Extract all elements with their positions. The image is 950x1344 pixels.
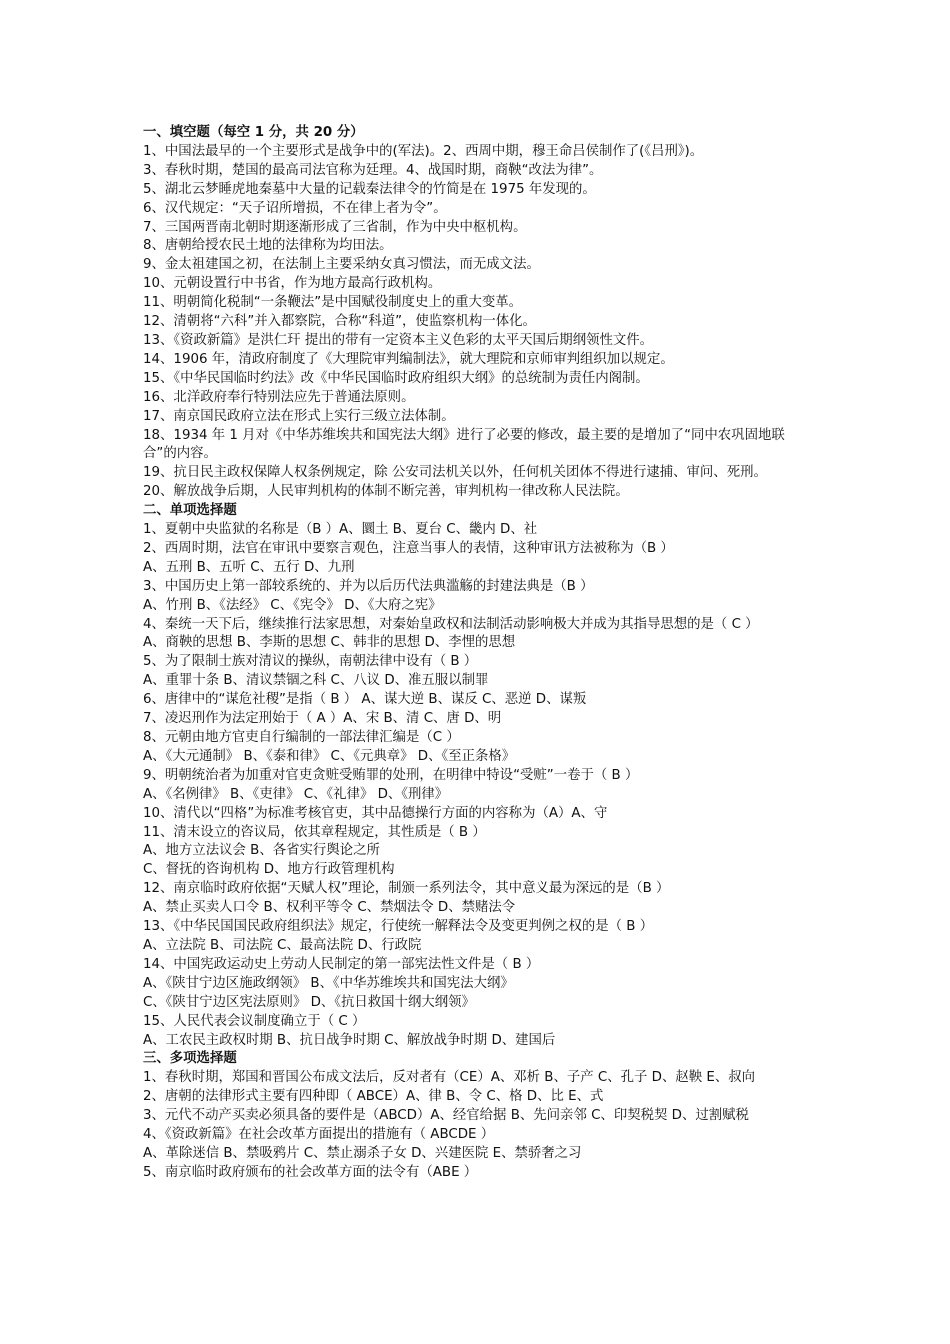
text-line: 20、解放战争后期，人民审判机构的体制不断完善，审判机构一律改称人民法院。 [143,484,629,500]
text-line: A、《陕甘宁边区施政纲领》 B、《中华苏维埃共和国宪法大纲》 [143,975,514,991]
text-line: A、重罪十条 B、清议禁锢之科 C、八议 D、准五服以制罪 [143,673,489,689]
text-line: 3、春秋时期，楚国的最高司法官称为廷理。4、战国时期，商鞅“改法为律”。 [143,162,603,178]
text-line: 12、清朝将“六科”并入都察院，合称“科道”，使监察机构一体化。 [143,314,536,330]
text-line: 5、南京临时政府颁布的社会改革方面的法令有（ABE ） [143,1164,478,1180]
text-line: 10、清代以“四格”为标准考核官吏，其中品德操行方面的内容称为（A）A、守 [143,805,608,821]
text-line: 3、中国历史上第一部较系统的、并为以后历代法典滥觞的封建法典是（B ） [143,578,594,594]
section-heading: 三、多项选择题 [143,1051,237,1067]
text-line: 6、唐律中的“谋危社稷”是指（ B ） A、谋大逆 B、谋反 C、恶逆 D、谋叛 [143,692,587,708]
text-line: 1、中国法最早的一个主要形式是战争中的(军法)。2、西周中期，穆王命吕侯制作了(《吕刑》)。 [143,143,704,159]
text-line: 9、金太祖建国之初，在法制上主要采纳女真习惯法，而无成文法。 [143,257,540,273]
text-line: 11、明朝简化税制“一条鞭法”是中国赋役制度史上的重大变革。 [143,295,523,311]
text-line: 13、《中华民国国民政府组织法》规定，行使统一解释法令及变更判例之权的是（ B ） [143,919,654,935]
text-line: A、地方立法议会 B、各省实行舆论之所 [143,843,380,859]
text-line: A、革除迷信 B、禁吸鸦片 C、禁止溺杀子女 D、兴建医院 E、禁骄奢之习 [143,1145,582,1161]
text-line: 18、1934 年 1 月对《中华苏维埃共和国宪法大纲》进行了必要的修改，最主要的是增加了“同中农巩固地联合”的内容。 [143,427,785,462]
text-line: 1、春秋时期，郑国和晋国公布成文法后，反对者有（CE）A、邓析 B、子产 C、孔子 D、赵鞅 E、叔向 [143,1070,756,1086]
text-line: 7、三国两晋南北朝时期逐渐形成了三省制，作为中央中枢机构。 [143,219,527,235]
text-line: 13、《资政新篇》是洪仁玕 提出的带有一定资本主义色彩的太平天国后期纲领性文件。 [143,332,654,348]
text-line: 19、抗日民主政权保障人权条例规定，除 公安司法机关以外，任何机关团体不得进行逮捕、审问、死刑。 [143,465,767,481]
text-line: 4、《资政新篇》在社会改革方面提出的措施有（ ABCDE ） [143,1127,495,1143]
text-line: 6、汉代规定：“天子诏所增损，不在律上者为令”。 [143,200,447,216]
text-line: 1、夏朝中央监狱的名称是（B ）A、圜土 B、夏台 C、畿内 D、社 [143,522,538,538]
text-line: A、五刑 B、五听 C、五行 D、九刑 [143,559,355,575]
text-line: A、《大元通制》 B、《泰和律》 C、《元典章》 D、《至正条格》 [143,748,516,764]
text-line: A、工农民主政权时期 B、抗日战争时期 C、解放战争时期 D、建国后 [143,1032,556,1048]
text-line: 10、元朝设置行中书省，作为地方最高行政机构。 [143,276,442,292]
text-line: 8、元朝由地方官吏自行编制的一部法律汇编是（C ） [143,730,460,745]
text-line: 9、明朝统治者为加重对官吏贪赃受贿罪的处刑，在明律中特设“受赃”一卷于（ B ） [143,767,639,783]
text-line: 16、北洋政府奉行特别法应先于普通法原则。 [143,389,415,405]
text-line: 15、人民代表会议制度确立于（ C ） [143,1013,366,1029]
text-line: 5、为了限制士族对清议的操纵，南朝法律中设有（ B ） [143,654,478,670]
text-line: 5、湖北云梦睡虎地秦墓中大量的记载秦法律令的竹简是在 1975 年发现的。 [143,181,596,197]
text-line: 3、元代不动产买卖必须具备的要件是（ABCD）A、经官给据 B、先问亲邻 C、印契税契 D、过割赋税 [143,1108,749,1124]
text-line: C、督抚的咨询机构 D、地方行政管理机构 [143,862,395,878]
text-line: 8、唐朝给授农民土地的法律称为均田法。 [143,238,393,254]
text-line: A、商鞅的思想 B、李斯的思想 C、韩非的思想 D、李悝的思想 [143,635,516,651]
text-line: 2、西周时期，法官在审讯中要察言观色，注意当事人的表情，这种审讯方法被称为（B ） [143,540,674,556]
text-line: 4、秦统一天下后，继续推行法家思想，对秦始皇政权和法制活动影响极大并成为其指导思想的是（ C ） [143,616,759,632]
document-body [143,124,813,1183]
text-line: A、竹刑 B、《法经》 C、《宪令》 D、《大府之宪》 [143,597,442,613]
section-heading: 一、填空题（每空 1 分，共 20 分） [143,125,364,140]
text-line: 14、中国宪政运动史上劳动人民制定的第一部宪法性文件是（ B ） [143,956,540,972]
text-line: A、立法院 B、司法院 C、最高法院 D、行政院 [143,937,422,953]
text-line: 14、1906 年，清政府制度了《大理院审判编制法》，就大理院和京师审判组织加以规定。 [143,351,674,367]
section-heading: 二、单项选择题 [143,503,237,519]
text-line: 15、《中华民国临时约法》改《中华民国临时政府组织大纲》的总统制为责任内阁制。 [143,370,649,386]
text-line: 17、南京国民政府立法在形式上实行三级立法体制。 [143,408,455,424]
text-line: A、《名例律》 B、《吏律》 C、《礼律》 D、《刑律》 [143,786,449,802]
text-line: 11、清末设立的咨议局，依其章程规定，其性质是（ B ） [143,824,486,840]
text-line: 2、唐朝的法律形式主要有四种即（ ABCE）A、律 B、令 C、格 D、比 E、式 [143,1089,604,1105]
text-line: 12、南京临时政府依据“天赋人权”理论，制颁一系列法令，其中意义最为深远的是（B ） [143,881,670,897]
text-line: C、《陕甘宁边区宪法原则》 D、《抗日救国十纲大纲领》 [143,994,475,1010]
text-line: A、禁止买卖人口令 B、权利平等令 C、禁烟法令 D、禁赌法令 [143,900,516,916]
text-line: 7、凌迟刑作为法定刑始于（ A ）A、宋 B、清 C、唐 D、明 [143,711,502,727]
